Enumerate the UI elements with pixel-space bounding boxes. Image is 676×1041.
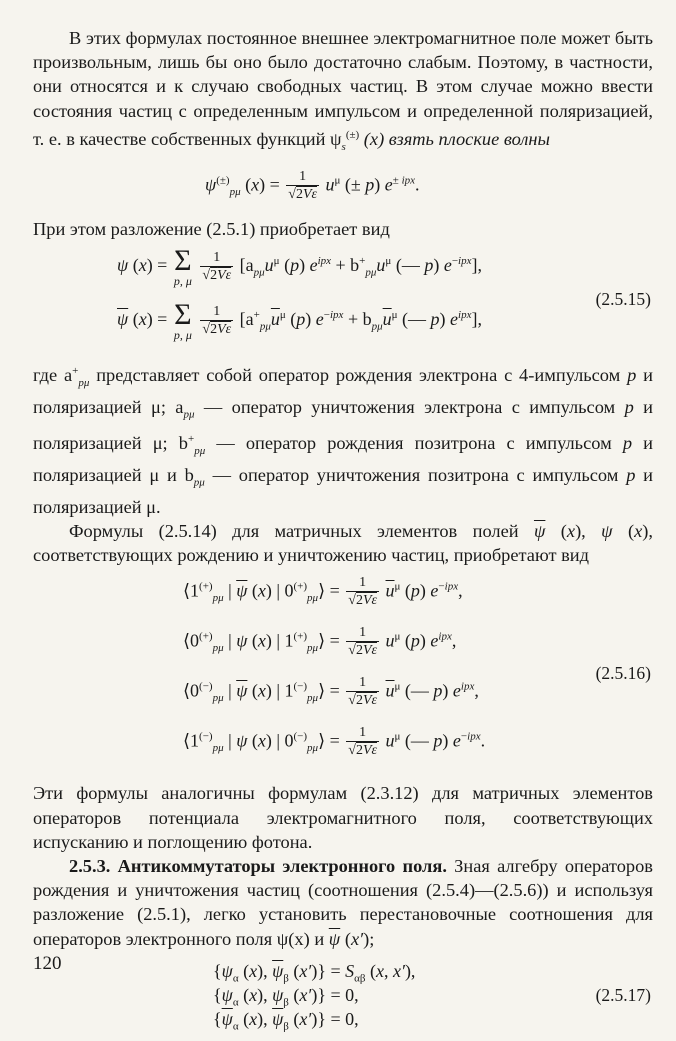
- paragraph-analogy: Эти формулы аналогичны формулам (2.3.12) для матричных элементов операторов потенциала электромагнитного поля, соответствующих испусканию и поглощению фотона.: [33, 783, 653, 852]
- section-heading: 2.5.3. Антикоммутаторы электронного поля.: [69, 855, 447, 876]
- paragraph-intro: В этих формулах постоянное внешнее электромагнитное поле может быть произвольным, лишь бы оно было достаточно слабым. Поэтому, в частности, они относятся и к случаю свободных частиц. В этом случае можно ввести состояния частиц с определенным импульсом и определенной поляризацией, т. е. в качестве собственных функций $\psi_s^{(\pm)}$ (x) взять плоские волны: [33, 28, 653, 153]
- equation-2-5-16: $⟨1^{(+)}_{p\mu}$ | $\overline{\psi}$ (x) | $0^{(+)}_{p\mu}⟩$ = $\frac{1}{√2V\varepsilon}$ $\overline{u}^\mu$ (p) $e^{-ipx}$, $⟨0^{(+)}_{p\mu}$ | ψ (x) | $1^{(+)}_{p\mu}⟩$ = $\frac{1}{√2V\varepsilon}$ $u^\mu$ (p) $e^{ipx}$, $⟨0^{(-)}_{p\mu}$ | $\overline{\psi}$ (x) | $1^{(-)}_{p\mu}⟩$ = $\frac{1}{√2V\varepsilon}$ $\overline{u}^\mu$ (— p) $e^{ipx}$, $⟨1^{(-)}_{p\mu}$ | ψ (x) | $0^{(-)}_{p\mu}⟩$ = $\frac{1}{√2V\varepsilon}$ $u^\mu$ (— p) $e^{-ipx}$. (2.5.16): [183, 575, 651, 759]
- equation-number: (2.5.17): [595, 984, 651, 1005]
- paragraph-expansion-intro: При этом разложение (2.5.1) приобретает вид: [33, 218, 390, 239]
- page-number: 120: [33, 953, 62, 974]
- paragraph-matrix-elements: Формулы (2.5.14) для матричных элементов полей $\overline{\psi}$ (x), ψ (x), соответствующих рождению и уничтожению частиц, приобретают вид: [33, 520, 653, 566]
- equation-number: (2.5.16): [595, 663, 651, 684]
- paragraph-operators: где $a^+_{p\mu}$ представляет собой оператор рождения электрона с 4-импульсом p и поляризацией μ; $a_{p\mu}$ — оператор уничтожения электрона с импульсом p и поляризацией μ; $b^+_{p\mu}$ — оператор рождения позитрона с импульсом p и поляризацией μ и $b_{p\mu}$ — оператор уничтожения позитрона с импульсом p и поляризацией μ.: [33, 365, 654, 517]
- equation-plane-wave: $\psi^{(\pm)}_{p\mu}$ (x) = $\frac{1}{√2V\varepsilon}$ $u^\mu$ (± p) $e^{\pm ipx}$.: [205, 168, 420, 202]
- equation-2-5-15: ψ (x) = Σ p, μ $\frac{1}{√2V\varepsilon}$ [$a_{p\mu}u^\mu$ (p) $e^{ipx} + b^+_{p\mu}u^\mu$ (— p) $e^{-ipx}$], $\overline{\psi}$ (x) = Σ p, μ $\frac{1}{√2V\varepsilon}$ [$a^+_{p\mu}\overline{u}^\mu$ (p) $e^{-ipx} + b_{p\mu}\overline{u}^\mu$ (— p) $e^{ipx}$], (2.5.15): [117, 244, 651, 343]
- equation-2-5-17: {$\psi_\alpha$ (x), $\overline{\psi}_\beta$ $(x')\} = S_{\alpha\beta}$ (x, x′), {$\psi_\alpha$ (x), $\psi_\beta$ (x′)} = 0, {$\overline{\psi}_\alpha$ (x), $\overline{\psi}_\beta$ (x′)} = 0, (2.5.17): [213, 960, 651, 1033]
- equation-number: (2.5.15): [595, 289, 651, 310]
- book-page: [33, 26, 653, 1041]
- paragraph-anticommutators: 2.5.3. Антикоммутаторы электронного поля. Зная алгебру операторов рождения и уничтожения частиц (соотношения (2.5.4)—(2.5.6)) и используя разложение (2.5.1), легко установить перестановочные соотношения для операторов электронного поля ψ(x) и $\overline{\psi}$ (x′);: [33, 855, 653, 949]
